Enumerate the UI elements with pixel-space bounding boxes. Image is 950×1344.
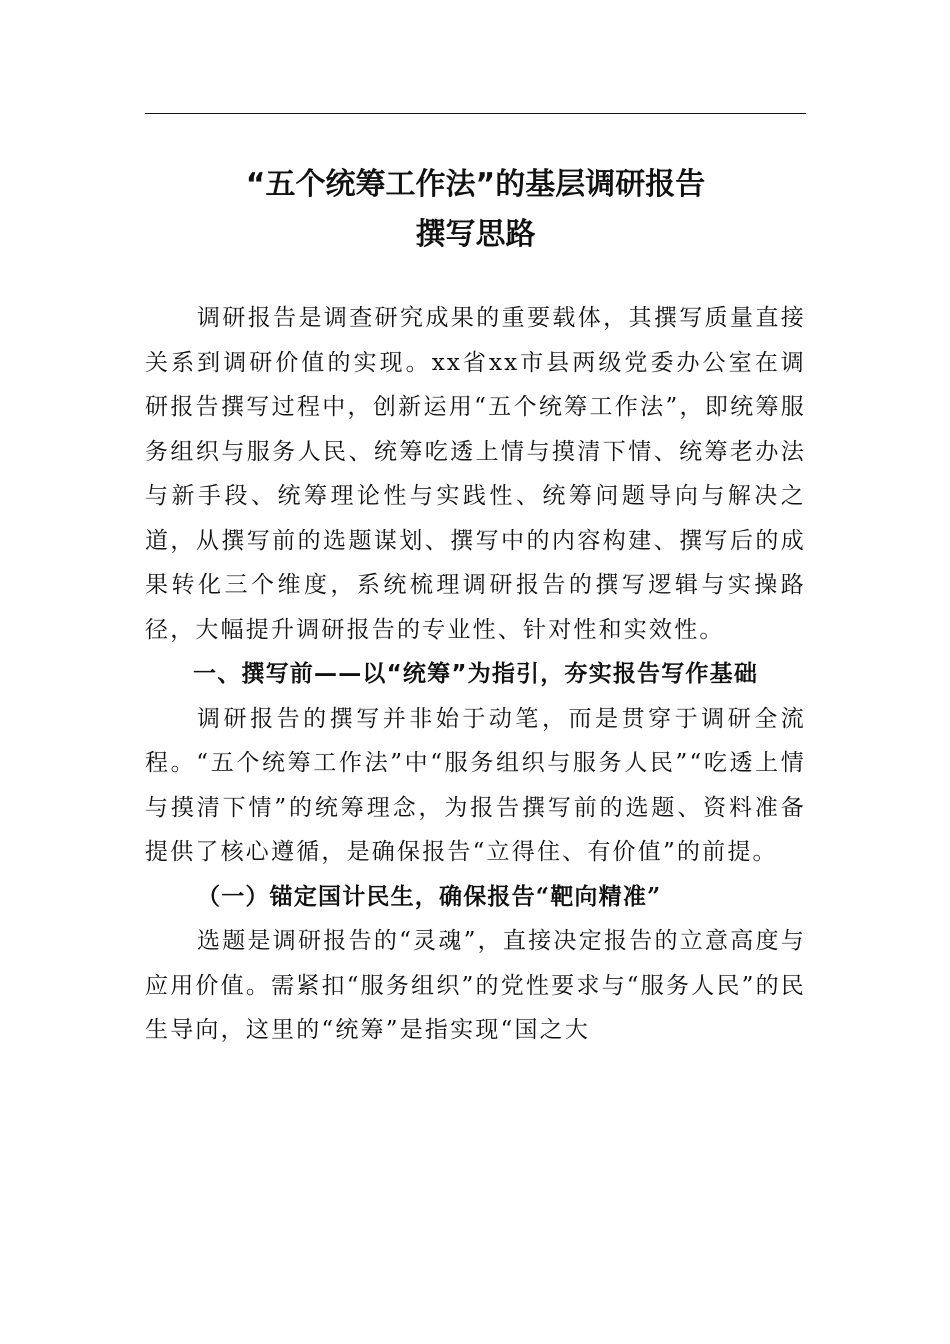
section-1-paragraph: 调研报告的撰写并非始于动笔，而是贯穿于调研全流程。“五个统筹工作法”中“服务组织与服务人民”“吃透上情与摸清下情”的统筹理念，为报告撰写前的选题、资料准备提供了核心遵循，是确保报告“立得住、有价值”的前提。	[145, 705, 806, 865]
subsection-1-heading: （一）锚定国计民生，确保报告“靶向精准”	[197, 882, 662, 910]
header-rule	[145, 113, 806, 114]
intro-paragraph: 调研报告是调查研究成果的重要载体，其撰写质量直接关系到调研价值的实现。xx省xx市县两级党委办公室在调研报告撰写过程中，创新运用“五个统筹工作法”，即统筹服务组织与服务人民、统筹吃透上情与摸清下情、统筹老办法与新手段、统筹理论性与实践性、统筹问题导向与解决之道，从撰写前的选题谋划、撰写中的内容构建、撰写后的成果转化三个维度，系统梳理调研报告的撰写逻辑与实操路径，大幅提升调研报告的专业性、针对性和实效性。	[145, 305, 806, 643]
subsection-1-paragraph: 选题是调研报告的“灵魂”，直接决定报告的立意高度与应用价值。需紧扣“服务组织”的党性要求与“服务人民”的民生导向，这里的“统筹”是指实现“国之大	[145, 928, 806, 1043]
document-body	[145, 296, 806, 1053]
section-1-heading: 一、撰写前——以“统筹”为指引，夯实报告写作基础	[193, 661, 759, 687]
title-line-2: 撰写思路	[415, 217, 536, 252]
title-line-1: “五个统筹工作法”的基层调研报告	[245, 167, 706, 202]
document-title	[145, 160, 806, 260]
